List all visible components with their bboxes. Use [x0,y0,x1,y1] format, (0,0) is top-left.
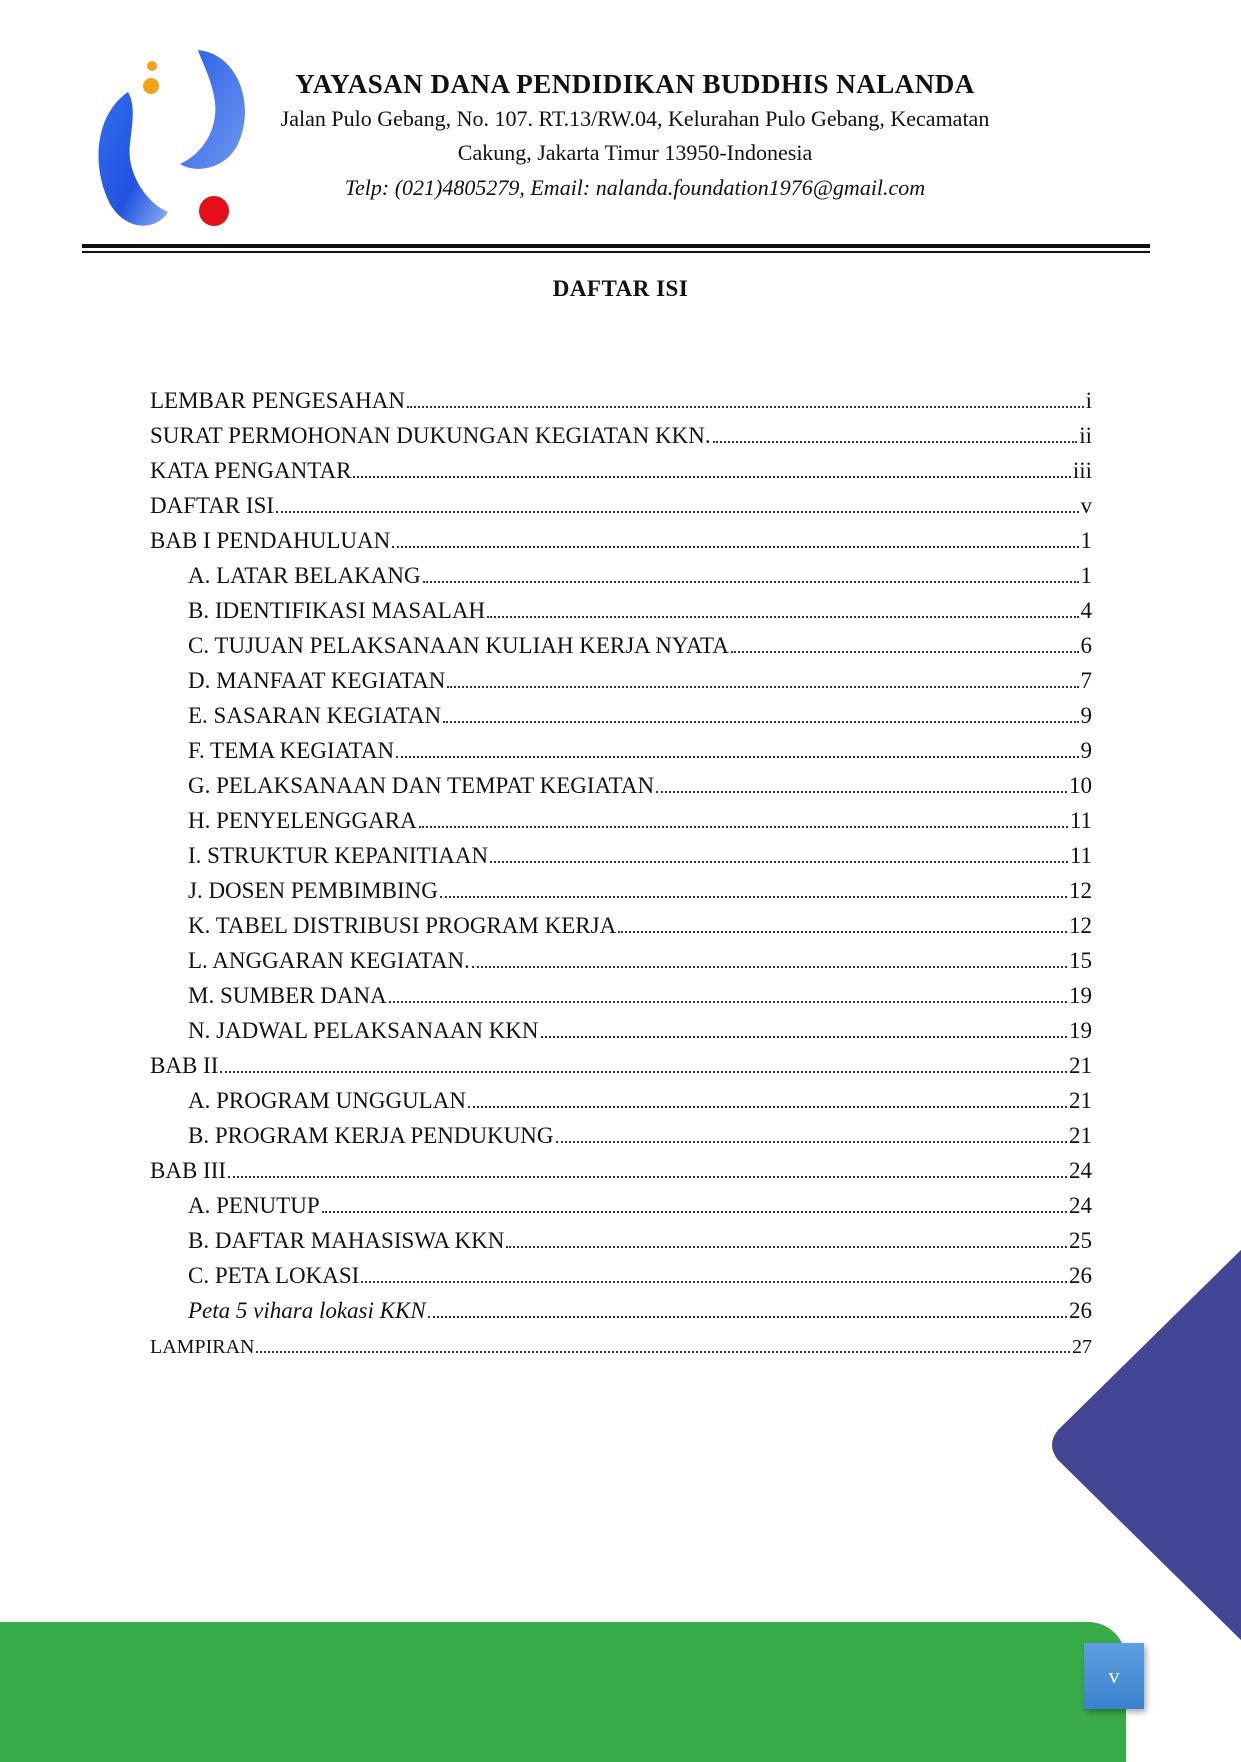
toc-entry[interactable]: BAB III 24 [150,1158,1092,1183]
toc-entry[interactable]: A. LATAR BELAKANG 1 [188,563,1092,588]
decorative-diamond [1046,1245,1241,1645]
toc-entry[interactable]: M. SUMBER DANA 19 [188,983,1092,1008]
address-line-2: Cakung, Jakarta Timur 13950-Indonesia [457,140,813,165]
document-title: DAFTAR ISI [552,276,689,301]
letterhead [250,66,1020,206]
toc-entry[interactable]: H. PENYELENGGARA 11 [188,808,1092,833]
toc-entry[interactable]: I. STRUKTUR KEPANITIAAN 11 [188,843,1092,868]
page-number: v [1108,1663,1120,1688]
toc-entry[interactable]: C. PETA LOKASI 26 [188,1263,1092,1288]
toc-entry[interactable]: J. DOSEN PEMBIMBING 12 [188,878,1092,903]
toc-entry[interactable]: G. PELAKSANAAN DAN TEMPAT KEGIATAN 10 [188,773,1092,798]
contact-line: Telp: (021)4805279, Email: nalanda.foundation1976@gmail.com [344,175,926,200]
toc-entry[interactable]: B. DAFTAR MAHASISWA KKN 25 [188,1228,1092,1253]
address-line-1: Jalan Pulo Gebang, No. 107. RT.13/RW.04, Kelurahan Pulo Gebang, Kecamatan [280,106,990,131]
toc-entry[interactable]: E. SASARAN KEGIATAN 9 [188,703,1092,728]
toc-entry[interactable]: N. JADWAL PELAKSANAAN KKN 19 [188,1018,1092,1043]
header-rule-thick [82,244,1150,248]
toc-entry[interactable]: K. TABEL DISTRIBUSI PROGRAM KERJA 12 [188,913,1092,938]
toc-entry[interactable]: C. TUJUAN PELAKSANAAN KULIAH KERJA NYATA 6 [188,633,1092,658]
toc-entry[interactable]: F. TEMA KEGIATAN 9 [188,738,1092,763]
toc-entry[interactable]: SURAT PERMOHONAN DUKUNGAN KEGIATAN KKN. ii [150,423,1092,448]
toc-entry[interactable]: B. PROGRAM KERJA PENDUKUNG 21 [188,1123,1092,1148]
toc-entry[interactable]: DAFTAR ISI v [150,493,1092,518]
toc-entry[interactable]: Peta 5 vihara lokasi KKN 26 [188,1298,1092,1323]
toc-entry[interactable]: KATA PENGANTAR iii [150,458,1092,483]
toc-entry[interactable]: L. ANGGARAN KEGIATAN. 15 [188,948,1092,973]
toc-entry[interactable]: BAB II 21 [150,1053,1092,1078]
toc-entry[interactable]: A. PROGRAM UNGGULAN 21 [188,1088,1092,1113]
organization-name: YAYASAN DANA PENDIDIKAN BUDDHIS NALANDA [295,69,975,99]
footer-band [0,1622,1126,1762]
toc-entry[interactable]: LAMPIRAN 27 [150,1336,1092,1358]
toc-entry[interactable]: LEMBAR PENGESAHAN i [150,388,1092,413]
page-number-box [1084,1643,1144,1709]
header-rule-thin [82,251,1150,253]
foundation-logo [88,44,258,234]
toc-entry[interactable]: B. IDENTIFIKASI MASALAH 4 [188,598,1092,623]
toc-entry[interactable]: D. MANFAAT KEGIATAN 7 [188,668,1092,693]
toc-entry[interactable]: A. PENUTUP 24 [188,1193,1092,1218]
toc-entry[interactable]: BAB I PENDAHULUAN 1 [150,528,1092,553]
